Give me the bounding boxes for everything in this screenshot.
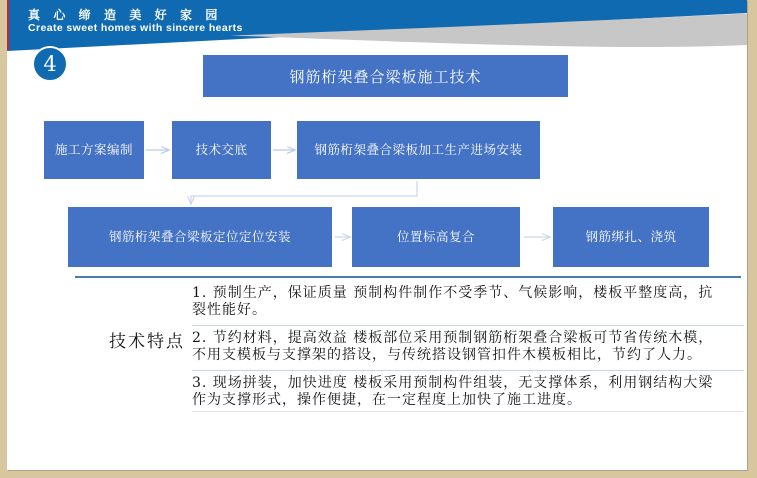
feature-text-2: 2. 节约材料，提高效益 楼板部位采用预制钢筋桁架叠合梁板可节省传统木模，不用支模板与支撑架的搭设，与传统搭设钢管扣件木模板相比，节约了人力。: [192, 330, 714, 363]
slogan-english: Create sweet homes with sincere hearts: [28, 22, 243, 34]
slide-title: 钢筋桁架叠合梁板施工技术: [203, 55, 568, 97]
red-accent-line: [7, 0, 9, 50]
flow-step-plan: 施工方案编制: [44, 121, 144, 179]
flow-step-production: 钢筋桁架叠合梁板加工生产进场安装: [297, 121, 540, 179]
feature-item: [192, 281, 744, 326]
features-list: [192, 281, 744, 412]
section-number: 4: [43, 52, 57, 76]
flow-elbow-arrow-icon: [191, 181, 417, 203]
feature-text-3: 3. 现场拼装，加快进度 楼板采用预制构件组装，无支撑体系，利用钢结构大梁作为支撑形式，操作便捷，在一定程度上加快了施工进度。: [192, 375, 714, 408]
feature-text-1: 1. 预制生产，保证质量 预制构件制作不受季节、气候影响，楼板平整度高，抗裂性能好。: [192, 285, 714, 318]
table-top-rule: [75, 276, 741, 278]
slide: [7, 0, 747, 470]
flow-step-disclosure: 技术交底: [172, 121, 271, 179]
slogan-chinese: 真 心 缔 造 美 好 家 园: [28, 8, 223, 22]
section-number-badge: [32, 46, 68, 82]
features-label: 技术特点: [109, 332, 185, 352]
feature-item: [192, 326, 744, 371]
feature-item: [192, 371, 744, 412]
flow-step-rebar-pouring: 钢筋绑扎、浇筑: [553, 207, 709, 267]
flow-step-elevation-check: 位置标高复合: [352, 207, 520, 267]
flow-step-positioning: 钢筋桁架叠合梁板定位定位安装: [68, 207, 332, 267]
